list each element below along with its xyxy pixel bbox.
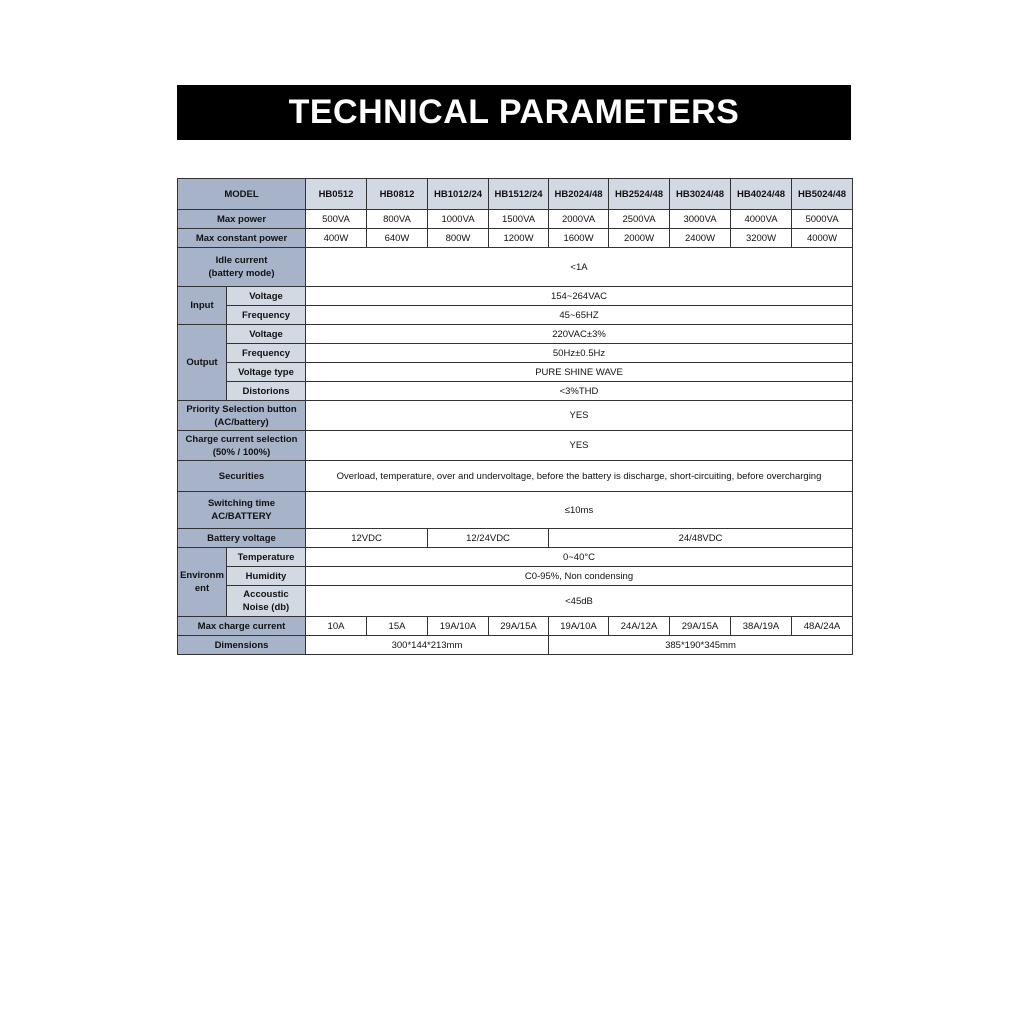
output-voltage-type-value: PURE SHINE WAVE (306, 363, 853, 382)
charge-selection-label (178, 431, 306, 461)
page-title: TECHNICAL PARAMETERS (177, 85, 851, 140)
securities-row (178, 461, 853, 492)
label-line: Environm (180, 570, 224, 581)
noise-label (227, 586, 306, 617)
output-voltage-row (178, 325, 853, 344)
label-line: (battery mode) (208, 268, 275, 279)
value-cell: 2000VA (549, 210, 609, 229)
value-cell: 12VDC (306, 529, 428, 548)
model-cell: HB2524/48 (609, 179, 670, 210)
output-distortions-label: Distorions (227, 382, 306, 401)
idle-current-label (178, 248, 306, 287)
value-cell: 10A (306, 617, 367, 636)
value-cell: 38A/19A (731, 617, 792, 636)
input-frequency-value: 45~65HZ (306, 306, 853, 325)
priority-value: YES (306, 401, 853, 431)
input-voltage-row (178, 287, 853, 306)
battery-voltage-label: Battery voltage (178, 529, 306, 548)
switching-time-value: ≤10ms (306, 492, 853, 529)
model-cell: HB5024/48 (792, 179, 853, 210)
dimensions-label: Dimensions (178, 636, 306, 655)
label-line: Switching time (207, 498, 276, 509)
input-frequency-label: Frequency (227, 306, 306, 325)
value-cell: 4000W (792, 229, 853, 248)
label-line: Priority Selection button (186, 403, 297, 415)
value-cell: 800VA (367, 210, 428, 229)
label-line: Charge current selection (185, 433, 298, 445)
model-cell: HB0812 (367, 179, 428, 210)
model-cell: HB3024/48 (670, 179, 731, 210)
label-line: Noise (db) (242, 602, 290, 613)
value-cell: 29A/15A (489, 617, 549, 636)
output-voltage-type-row (178, 363, 853, 382)
value-cell: 1500VA (489, 210, 549, 229)
value-cell: 400W (306, 229, 367, 248)
priority-row (178, 401, 853, 431)
value-cell: 24A/12A (609, 617, 670, 636)
max-charge-current-row (178, 617, 853, 636)
switching-time-row (178, 492, 853, 529)
value-cell: 24/48VDC (549, 529, 853, 548)
label-line: Accoustic (243, 589, 289, 600)
securities-label: Securities (178, 461, 306, 492)
environment-noise-row (178, 586, 853, 617)
model-cell: HB0512 (306, 179, 367, 210)
value-cell: 19A/10A (549, 617, 609, 636)
max-power-label: Max power (178, 210, 306, 229)
value-cell: 19A/10A (428, 617, 489, 636)
output-frequency-value: 50Hz±0.5Hz (306, 344, 853, 363)
charge-selection-value: YES (306, 431, 853, 461)
model-label: MODEL (178, 179, 306, 210)
output-distortions-value: <3%THD (306, 382, 853, 401)
value-cell: 48A/24A (792, 617, 853, 636)
humidity-label: Humidity (227, 567, 306, 586)
temperature-label: Temperature (227, 548, 306, 567)
model-cell: HB2024/48 (549, 179, 609, 210)
value-cell: 15A (367, 617, 428, 636)
value-cell: 29A/15A (670, 617, 731, 636)
input-voltage-value: 154~264VAC (306, 287, 853, 306)
model-cell: HB4024/48 (731, 179, 792, 210)
model-cell: HB1012/24 (428, 179, 489, 210)
value-cell: 1000VA (428, 210, 489, 229)
securities-value: Overload, temperature, over and undervoltage, before the battery is discharge, short-circuiting, before overcharging (306, 461, 853, 492)
value-cell: 3000VA (670, 210, 731, 229)
priority-label (178, 401, 306, 431)
output-frequency-row (178, 344, 853, 363)
value-cell: 385*190*345mm (549, 636, 853, 655)
label-line: ent (194, 583, 210, 594)
charge-selection-row (178, 431, 853, 461)
value-cell: 1600W (549, 229, 609, 248)
environment-humidity-row (178, 567, 853, 586)
battery-voltage-row (178, 529, 853, 548)
label-line: Idle current (215, 255, 268, 266)
max-charge-current-label: Max charge current (178, 617, 306, 636)
idle-current-value: <1A (306, 248, 853, 287)
value-cell: 500VA (306, 210, 367, 229)
output-voltage-value: 220VAC±3% (306, 325, 853, 344)
value-cell: 800W (428, 229, 489, 248)
technical-parameters-table (177, 178, 853, 655)
dimensions-row (178, 636, 853, 655)
input-label: Input (178, 287, 227, 325)
temperature-value: 0~40°C (306, 548, 853, 567)
input-frequency-row (178, 306, 853, 325)
value-cell: 2400W (670, 229, 731, 248)
output-distortions-row (178, 382, 853, 401)
value-cell: 2500VA (609, 210, 670, 229)
value-cell: 640W (367, 229, 428, 248)
max-constant-power-label: Max constant power (178, 229, 306, 248)
label-line: (AC/battery) (214, 416, 269, 428)
input-voltage-label: Voltage (227, 287, 306, 306)
value-cell: 5000VA (792, 210, 853, 229)
switching-time-label (178, 492, 306, 529)
value-cell: 2000W (609, 229, 670, 248)
label-line: (50% / 100%) (212, 446, 271, 458)
environment-label (178, 548, 227, 617)
model-row (178, 179, 853, 210)
value-cell: 300*144*213mm (306, 636, 549, 655)
value-cell: 1200W (489, 229, 549, 248)
max-power-row (178, 210, 853, 229)
noise-value: <45dB (306, 586, 853, 617)
humidity-value: C0-95%, Non condensing (306, 567, 853, 586)
output-label: Output (178, 325, 227, 401)
model-cell: HB1512/24 (489, 179, 549, 210)
idle-current-row (178, 248, 853, 287)
value-cell: 12/24VDC (428, 529, 549, 548)
output-voltage-type-label: Voltage type (227, 363, 306, 382)
value-cell: 4000VA (731, 210, 792, 229)
output-voltage-label: Voltage (227, 325, 306, 344)
value-cell: 3200W (731, 229, 792, 248)
max-constant-power-row (178, 229, 853, 248)
environment-temperature-row (178, 548, 853, 567)
output-frequency-label: Frequency (227, 344, 306, 363)
label-line: AC/BATTERY (211, 511, 272, 522)
